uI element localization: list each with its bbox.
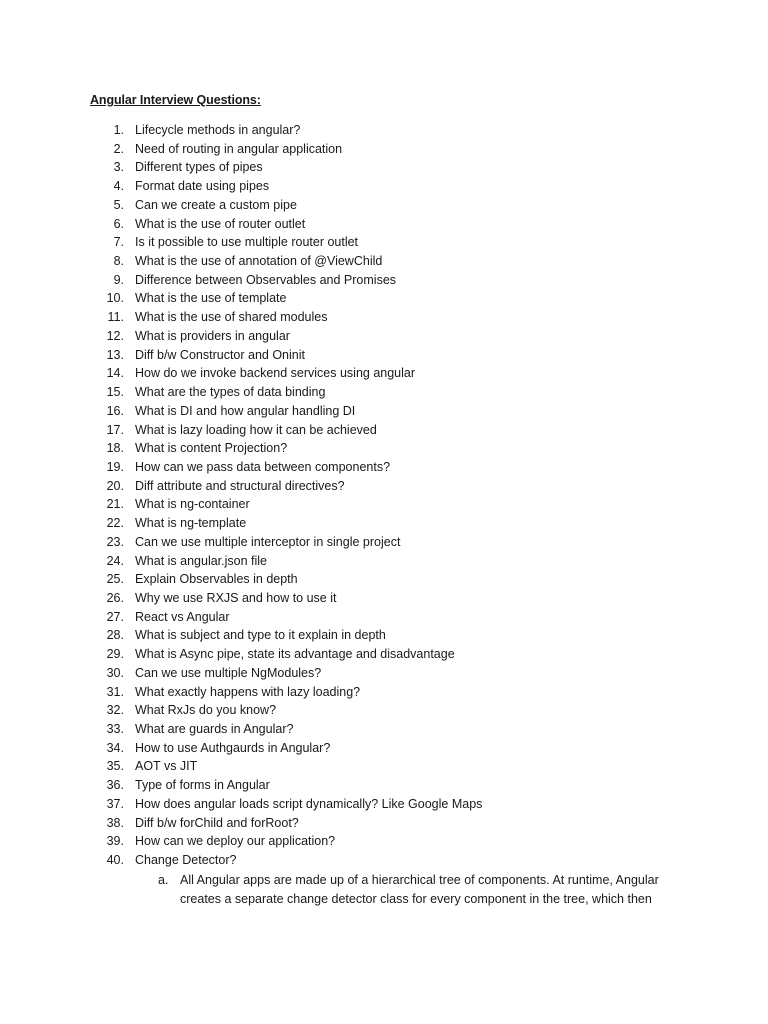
list-number: 21. [106, 497, 124, 512]
list-text: Explain Observables in depth [135, 572, 298, 587]
list-number: 28. [106, 628, 124, 643]
list-item [0, 552, 768, 571]
list-number: 5. [113, 197, 124, 212]
list-number: 10. [106, 291, 124, 306]
list-text: React vs Angular [135, 609, 230, 624]
list-number: 29. [106, 647, 124, 662]
list-item [0, 233, 768, 252]
list-item [0, 140, 768, 159]
list-text: AOT vs JIT [135, 759, 198, 774]
list-text: What is content Projection? [135, 441, 288, 456]
list-text: What is the use of template [135, 291, 287, 306]
list-item [0, 327, 768, 346]
list-number: 35. [106, 759, 124, 774]
list-text: Can we use multiple interceptor in single project [135, 534, 401, 549]
list-text: Diff attribute and structural directives? [135, 478, 345, 493]
list-item [0, 458, 768, 477]
list-item [0, 608, 768, 627]
list-text: How to use Authgaurds in Angular? [135, 740, 331, 755]
list-item [0, 739, 768, 758]
list-text: Is it possible to use multiple router outlet [135, 235, 359, 250]
list-number: 9. [113, 272, 124, 287]
list-text: What is the use of shared modules [135, 310, 328, 325]
list-item [0, 514, 768, 533]
list-item [0, 776, 768, 795]
list-text: What is lazy loading how it can be achieved [135, 422, 377, 437]
list-number: 22. [106, 516, 124, 531]
list-number: 18. [106, 441, 124, 456]
list-item [0, 757, 768, 776]
list-text: Change Detector? [135, 853, 237, 868]
list-number: 8. [113, 254, 124, 269]
list-text: How can we deploy our application? [135, 834, 336, 849]
list-text: What is angular.json file [135, 553, 268, 568]
list-item [0, 664, 768, 683]
list-item [0, 158, 768, 177]
list-text: What is ng-container [135, 497, 250, 512]
list-item [0, 252, 768, 271]
list-number: 16. [106, 403, 124, 418]
list-text: What is subject and type to it explain in depth [135, 628, 386, 643]
list-item [0, 570, 768, 589]
list-item [0, 626, 768, 645]
list-number: 7. [113, 235, 124, 250]
list-text: Need of routing in angular application [135, 141, 343, 156]
list-number: 31. [106, 684, 124, 699]
list-text: What is providers in angular [135, 328, 290, 343]
list-item [0, 364, 768, 383]
list-number: 19. [106, 459, 124, 474]
list-number: 39. [106, 834, 124, 849]
list-item [0, 851, 768, 870]
list-item [0, 720, 768, 739]
list-item [0, 308, 768, 327]
list-item [0, 346, 768, 365]
list-item [0, 196, 768, 215]
list-number: 27. [106, 609, 124, 624]
list-text: Difference between Observables and Promises [135, 272, 397, 287]
list-text: What is the use of annotation of @ViewChild [135, 254, 383, 269]
list-text: Lifecycle methods in angular? [135, 123, 301, 137]
question-list [0, 121, 768, 870]
list-item [0, 832, 768, 851]
list-text: How do we invoke backend services using angular [135, 366, 416, 381]
list-text: Different types of pipes [135, 160, 263, 175]
list-number: 3. [113, 160, 124, 175]
list-text: Diff b/w Constructor and Oninit [135, 347, 305, 362]
list-item [0, 795, 768, 814]
list-item [0, 439, 768, 458]
list-item [0, 683, 768, 702]
list-number: 32. [106, 703, 124, 718]
list-number: 13. [106, 347, 124, 362]
list-number: 14. [106, 366, 124, 381]
list-number: 30. [106, 665, 124, 680]
list-text: Can we create a custom pipe [135, 197, 297, 212]
list-text: Can we use multiple NgModules? [135, 665, 322, 680]
list-text: What are the types of data binding [135, 385, 326, 400]
list-item [0, 289, 768, 308]
list-item [0, 271, 768, 290]
list-text: Diff b/w forChild and forRoot? [135, 815, 299, 830]
list-text: What is Async pipe, state its advantage and disadvantage [135, 647, 455, 662]
list-text: How does angular loads script dynamically? Like Google Maps [135, 796, 483, 811]
list-item [0, 533, 768, 552]
list-text: What RxJs do you know? [135, 703, 277, 718]
list-item [0, 215, 768, 234]
list-number: 38. [106, 815, 124, 830]
list-text: Format date using pipes [135, 179, 270, 194]
list-text: What are guards in Angular? [135, 722, 294, 736]
list-number: 1. [113, 123, 124, 137]
list-item [0, 477, 768, 496]
list-item [0, 177, 768, 196]
list-number: 37. [106, 796, 124, 811]
list-text: How can we pass data between components? [135, 459, 391, 474]
list-text: What is ng-template [135, 516, 247, 531]
sub-list-letter: a. [158, 873, 169, 887]
list-text: Why we use RXJS and how to use it [135, 590, 337, 605]
list-number: 40. [106, 853, 124, 868]
list-number: 23. [106, 534, 124, 549]
list-number: 26. [106, 590, 124, 605]
list-text: What is the use of router outlet [135, 216, 306, 231]
sub-list-text [180, 871, 670, 908]
list-number: 15. [106, 385, 124, 400]
list-number: 17. [106, 422, 124, 437]
list-number: 4. [113, 179, 124, 194]
sub-list-line-2: creates a separate change detector class for every component in the tree, which then [180, 891, 652, 906]
list-text: Type of forms in Angular [135, 778, 270, 793]
list-number: 24. [106, 553, 124, 568]
list-item [0, 383, 768, 402]
list-number: 33. [106, 722, 124, 736]
list-text: What exactly happens with lazy loading? [135, 684, 361, 699]
list-number: 25. [106, 572, 124, 587]
list-number: 6. [113, 216, 124, 231]
list-item [0, 495, 768, 514]
list-item [0, 421, 768, 440]
list-number: 36. [106, 778, 124, 793]
document-heading: Angular Interview Questions: [90, 93, 261, 107]
list-item [0, 402, 768, 421]
list-text: What is DI and how angular handling DI [135, 403, 356, 418]
list-item [0, 121, 768, 140]
list-number: 34. [106, 740, 124, 755]
sub-list-line-1: All Angular apps are made up of a hierarchical tree of components. At runtime, Angular [180, 873, 659, 887]
list-item [0, 589, 768, 608]
list-item [0, 645, 768, 664]
list-number: 11. [107, 310, 124, 325]
list-item [0, 814, 768, 833]
list-number: 2. [113, 141, 124, 156]
list-number: 20. [106, 478, 124, 493]
list-number: 12. [106, 328, 124, 343]
list-item [0, 701, 768, 720]
